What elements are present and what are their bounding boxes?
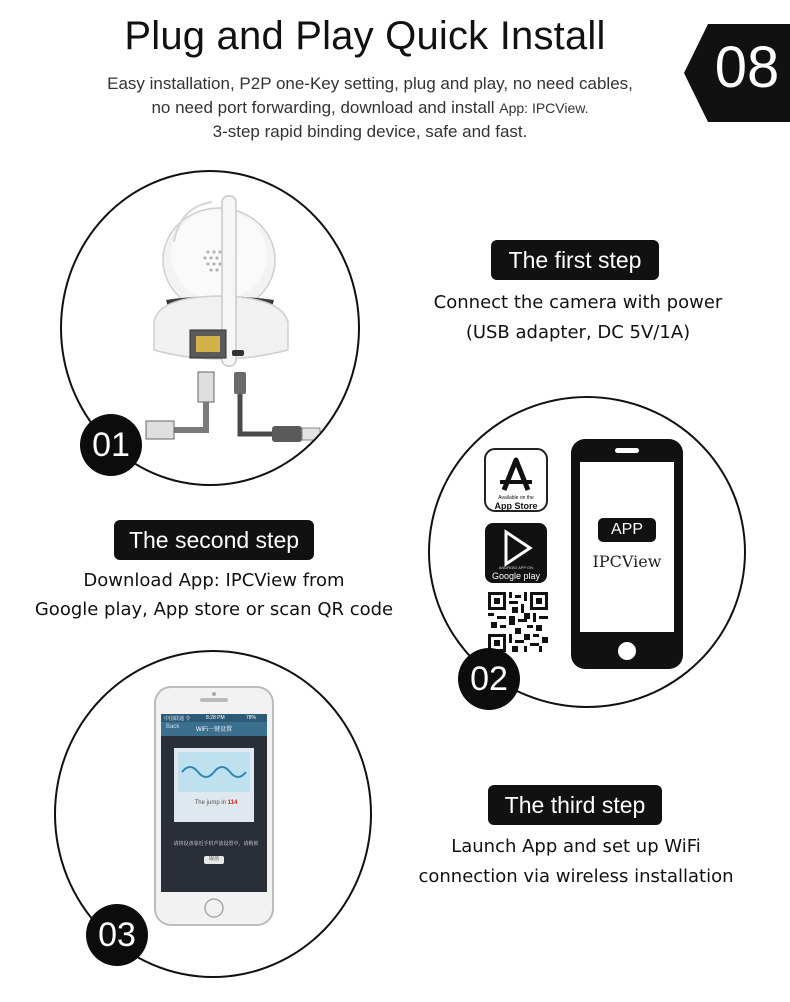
step3-desc-line-1: Launch App and set up WiFi xyxy=(451,836,701,857)
step1-desc-line-1: Connect the camera with power xyxy=(433,292,723,313)
jump-value: 114 xyxy=(227,800,238,806)
app-name-inline: App: IPCView. xyxy=(499,100,589,116)
step2-title-pill: The second step xyxy=(114,520,314,560)
step2-number-badge: 02 xyxy=(458,648,520,710)
phone-illustration xyxy=(154,686,274,926)
section-number-badge: 08 xyxy=(714,35,780,100)
app-store-line-2: App Store xyxy=(494,501,538,511)
page-title: Plug and Play Quick Install xyxy=(124,14,606,58)
phone-app-name: IPCView xyxy=(592,552,662,571)
step2-desc-line-1: Download App: IPCView from xyxy=(83,570,345,591)
qr-code xyxy=(488,592,548,652)
cancel-button[interactable]: 取消 xyxy=(208,856,219,862)
back-link[interactable]: Back xyxy=(166,724,180,730)
google-play-line-1: ANDROID APP ON xyxy=(498,565,534,570)
step3-desc-line-2: connection via wireless installation xyxy=(418,866,734,887)
subtitle-line-1: Easy installation, P2P one-Key setting, plug and play, no need cables, xyxy=(107,74,633,93)
step3-number-badge: 03 xyxy=(86,904,148,966)
subtitle-line-3: 3-step rapid binding device, safe and fast. xyxy=(212,122,528,141)
phone-app-badge: APP xyxy=(598,518,656,542)
status-carrier: 中国联通 令 xyxy=(164,716,191,722)
step1-desc-line-2: (USB adapter, DC 5V/1A) xyxy=(465,322,691,343)
step1-title-pill: The first step xyxy=(491,240,659,280)
step1-number-badge: 01 xyxy=(80,414,142,476)
google-play-line-2: Google play xyxy=(491,571,541,581)
status-battery: 78% xyxy=(246,715,257,721)
step3-title-pill: The third step xyxy=(488,785,662,825)
status-time: 8:28 PM xyxy=(206,715,225,721)
app-store-line-1: Available on the xyxy=(498,495,534,501)
step2-desc-line-2: Google play, App store or scan QR code xyxy=(34,599,394,620)
nav-title: WiFi一键设置 xyxy=(196,727,232,733)
hint-text: 请将设备靠近手机声波设置中，请稍候 xyxy=(173,841,259,847)
subtitle-line-2: no need port forwarding, download and install App: IPCView. xyxy=(151,98,589,117)
jump-text: The jump in 114 xyxy=(194,800,238,806)
